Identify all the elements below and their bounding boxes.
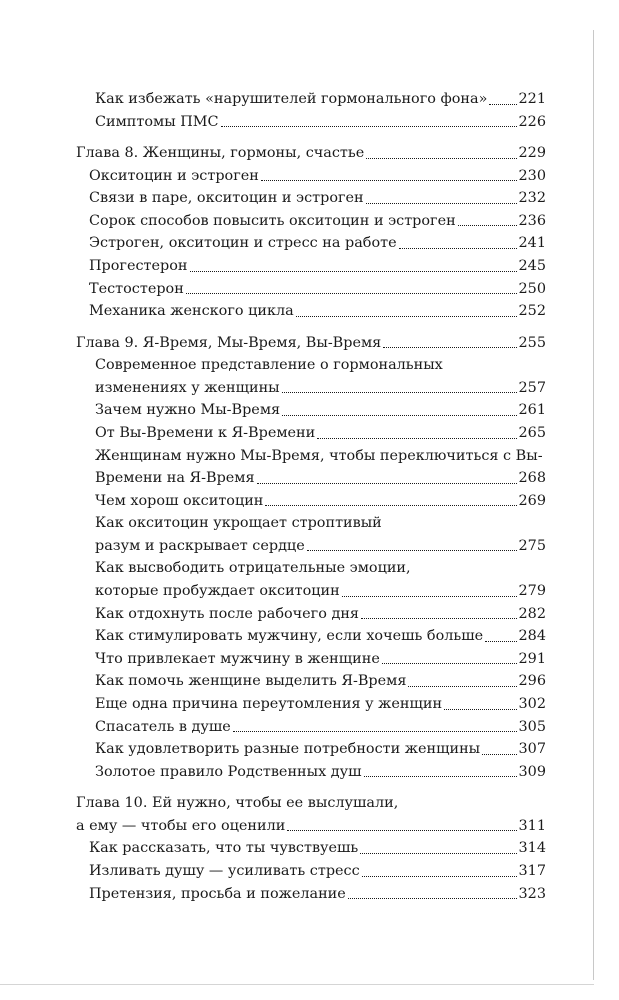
toc-entry-page: 317 <box>518 862 546 879</box>
toc-entry-page: 241 <box>518 235 546 252</box>
dot-leader <box>458 210 517 233</box>
toc-entry-title: Чем хорош окситоцин <box>95 492 264 509</box>
toc-entry <box>76 625 546 648</box>
toc-entry <box>76 422 546 445</box>
toc-entry-page: 221 <box>518 91 546 107</box>
toc-entry-page: 250 <box>518 280 546 297</box>
toc-entry-page: 257 <box>518 379 546 396</box>
toc-entry-title: Изливать душу — усиливать стресс <box>89 862 360 879</box>
toc-entry <box>76 399 546 422</box>
toc-entry-title: изменениях у женщины <box>95 379 280 396</box>
chapter-title: Глава 8. Женщины, гормоны, счастье <box>76 144 365 161</box>
toc-entry-title: Эстроген, окситоцин и стресс на работе <box>89 235 397 252</box>
toc-entry-title: Как рассказать, что ты чувствуешь <box>89 840 359 857</box>
toc-entry <box>76 761 546 784</box>
dot-leader <box>261 165 517 188</box>
dot-leader <box>364 761 517 784</box>
table-of-contents <box>76 88 546 905</box>
page-bottom-divider <box>0 984 594 985</box>
toc-entry <box>76 738 546 761</box>
dot-leader <box>342 580 517 603</box>
toc-entry-page: 284 <box>518 628 546 645</box>
toc-entry-title-line1: Как окситоцин укрощает строптивый <box>95 515 382 532</box>
toc-entry-page: 269 <box>518 492 546 509</box>
toc-chapter <box>76 142 546 165</box>
toc-entry <box>76 603 546 626</box>
toc-entry <box>76 278 546 301</box>
dot-leader <box>348 883 517 906</box>
toc-chapter-first-line <box>76 792 546 815</box>
toc-entry <box>76 837 546 860</box>
toc-entry <box>76 165 546 188</box>
chapter-page: 311 <box>518 817 546 834</box>
toc-entry-title: Времени на Я-Время <box>95 470 255 487</box>
toc-entry-title: Спасатель в душе <box>95 718 231 735</box>
toc-entry <box>76 535 546 558</box>
toc-entry-title: которые пробуждает окситоцин <box>95 583 340 600</box>
dot-leader <box>282 377 517 400</box>
toc-entry-title: Тестостерон <box>89 280 184 297</box>
dot-leader <box>307 535 517 558</box>
dot-leader <box>444 693 516 716</box>
dot-leader <box>383 332 516 355</box>
dot-leader <box>296 300 517 323</box>
toc-entry-page: 309 <box>518 763 546 780</box>
dot-leader <box>408 670 516 693</box>
toc-entry-page: 302 <box>518 696 546 713</box>
toc-entry-page: 236 <box>518 212 546 229</box>
chapter-title-line1: Глава 10. Ей нужно, чтобы ее выслушали, <box>76 795 399 812</box>
toc-entry <box>76 648 546 671</box>
chapter-title: Глава 9. Я-Время, Мы-Время, Вы-Время <box>76 334 382 351</box>
toc-entry <box>76 693 546 716</box>
dot-leader <box>366 187 517 210</box>
toc-entry-page: 296 <box>518 673 546 690</box>
toc-entry-title: Золотое правило Родственных душ <box>95 763 362 780</box>
dot-leader <box>485 625 516 648</box>
toc-entry <box>76 232 546 255</box>
dot-leader <box>287 815 516 838</box>
toc-entry <box>76 580 546 603</box>
toc-entry <box>76 883 546 906</box>
toc-entry-page: 314 <box>518 840 546 857</box>
section-gap <box>76 133 546 142</box>
dot-leader <box>317 422 516 445</box>
dot-leader <box>382 648 517 671</box>
toc-entry <box>76 187 546 210</box>
toc-entry-first-line <box>76 354 546 377</box>
toc-entry-page: 279 <box>518 583 546 600</box>
dot-leader <box>482 738 516 761</box>
toc-entry-title: Как помочь женщине выделить Я-Время <box>95 673 407 690</box>
toc-entry <box>76 377 546 400</box>
toc-entry-title: Еще одна причина переутомления у женщин <box>95 696 443 713</box>
toc-chapter <box>76 815 546 838</box>
toc-entry-page: 291 <box>518 650 546 667</box>
dot-leader <box>282 399 516 422</box>
toc-entry-page: 305 <box>518 718 546 735</box>
toc-entry-page: 307 <box>518 741 546 758</box>
toc-entry-title: Зачем нужно Мы-Время <box>95 402 281 419</box>
toc-entry-title: Как отдохнуть после рабочего дня <box>95 605 359 622</box>
toc-entry-title: Претензия, просьба и пожелание <box>89 885 346 902</box>
toc-entry <box>76 716 546 739</box>
toc-entry-page: 230 <box>518 167 546 184</box>
section-gap <box>76 323 546 332</box>
toc-entry-title: Механика женского цикла <box>89 303 294 320</box>
chapter-title: а ему — чтобы его оценили <box>76 817 286 834</box>
toc-entry-title: Как удовлетворить разные потребности женщины <box>95 741 481 758</box>
toc-entry-page: 261 <box>518 402 546 419</box>
toc-entry-page: 323 <box>518 885 546 902</box>
toc-entry-title: Сорок способов повысить окситоцин и эстроген <box>89 212 456 229</box>
toc-entry-title: Что привлекает мужчину в женщине <box>95 650 380 667</box>
toc-entry-title: Прогестерон <box>89 257 188 274</box>
dot-leader <box>190 255 517 278</box>
toc-entry-page: 252 <box>518 303 546 320</box>
toc-entry-title: Связи в паре, окситоцин и эстроген <box>89 190 364 207</box>
toc-entry-title-line1: Современное представление о гормональных <box>95 357 443 374</box>
toc-entry-page: 232 <box>518 190 546 207</box>
toc-entry-page: 282 <box>518 605 546 622</box>
toc-entry-title: разум и раскрывает сердце <box>95 537 305 554</box>
toc-entry-page: 226 <box>518 113 546 130</box>
dot-leader <box>360 837 516 860</box>
toc-entry <box>76 467 546 490</box>
section-gap <box>76 783 546 792</box>
toc-entry-title: Как стимулировать мужчину, если хочешь больше <box>95 628 484 645</box>
toc-entry <box>76 88 546 111</box>
toc-entry <box>76 670 546 693</box>
dot-leader <box>221 111 517 134</box>
dot-leader <box>233 716 517 739</box>
toc-entry-title: Как избежать «нарушителей гормонального фона» <box>95 91 488 107</box>
dot-leader <box>366 142 516 165</box>
toc-entry-first-line <box>76 557 546 580</box>
dot-leader <box>489 88 516 111</box>
toc-chapter <box>76 332 546 355</box>
toc-entry-page: 265 <box>518 424 546 441</box>
dot-leader <box>265 490 516 513</box>
toc-entry-page: 268 <box>518 470 546 487</box>
page-edge-divider <box>593 30 594 980</box>
toc-entry <box>76 490 546 513</box>
toc-entry <box>76 860 546 883</box>
toc-entry <box>76 255 546 278</box>
toc-entry-first-line <box>76 445 546 468</box>
chapter-page: 255 <box>518 334 546 351</box>
toc-entry-title: Симптомы ПМС <box>95 113 219 130</box>
toc-entry <box>76 300 546 323</box>
dot-leader <box>362 860 517 883</box>
toc-entry <box>76 210 546 233</box>
dot-leader <box>361 603 517 626</box>
toc-entry-title: От Вы-Времени к Я-Времени <box>95 424 316 441</box>
dot-leader <box>399 232 517 255</box>
toc-entry-first-line <box>76 512 546 535</box>
toc-entry <box>76 111 546 134</box>
toc-entry-title-line1: Как высвободить отрицательные эмоции, <box>95 560 411 577</box>
toc-entry-title: Окситоцин и эстроген <box>89 167 259 184</box>
dot-leader <box>186 278 517 301</box>
toc-entry-page: 275 <box>518 537 546 554</box>
toc-entry-page: 245 <box>518 257 546 274</box>
toc-entry-title-line1: Женщинам нужно Мы-Время, чтобы переключиться с Вы- <box>95 447 543 464</box>
chapter-page: 229 <box>518 144 546 161</box>
dot-leader <box>257 467 517 490</box>
